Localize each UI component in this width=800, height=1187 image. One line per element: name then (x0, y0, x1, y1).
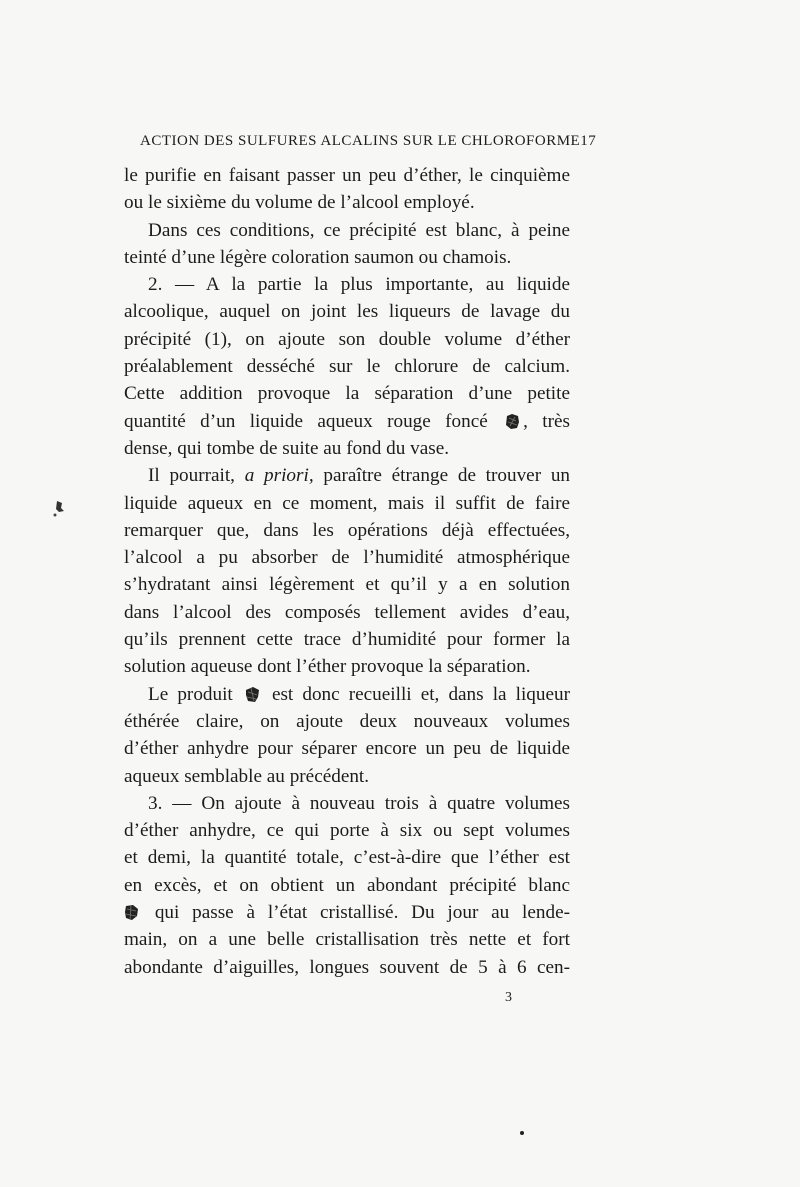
text-fragment: paraître étrange de trouver un (323, 465, 571, 487)
text-line: en excès, et on obtient un abondant précipité blanc (124, 874, 570, 896)
running-title: ACTION DES SULFURES ALCALINS SUR LE CHLOROFORME (140, 133, 581, 149)
text-line (124, 462, 570, 489)
running-header (140, 133, 597, 150)
text-line: alcoolique, auquel on joint les liqueurs de lavage du (124, 301, 570, 323)
text-fragment: , très (523, 410, 570, 432)
text-line: préalablement desséché sur le chlorure de calcium. (124, 356, 570, 378)
text-fragment: est donc recueilli et, dans la liqueur (271, 683, 570, 705)
text-line: remarquer que, dans les opérations déjà effectuées, (124, 519, 570, 541)
text-line: Dans ces conditions, ce précipité est blanc, à peine (148, 219, 570, 241)
text-line: d’éther anhydre, ce qui porte à six ou sept volumes (124, 820, 570, 842)
text-line: éthérée claire, on ajoute deux nouveaux volumes (124, 710, 570, 732)
text-line (124, 408, 570, 435)
page-number: 17 (580, 133, 597, 149)
text-line: main, on a une belle cristallisation très nette et fort (124, 929, 570, 951)
text-line: qu’ils prennent cette trace d’humidité pour former la (124, 629, 570, 651)
signature-mark: 3 (505, 990, 512, 1005)
ink-blot-icon (505, 411, 520, 428)
text-fragment: Il pourrait, (148, 465, 235, 487)
text-fragment: quantité d’un liquide aqueux rouge foncé (124, 410, 488, 432)
text-line: Cette addition provoque la séparation d’une petite (124, 383, 570, 405)
text-line: solution aqueuse dont l’éther provoque la séparation. (124, 656, 531, 678)
text-line: 2. — A la partie la plus importante, au liquide (148, 274, 570, 296)
text-fragment: qui passe à l’état cristallisé. Du jour au lende- (154, 902, 571, 924)
ink-blot-icon (124, 902, 139, 919)
text-line (124, 681, 570, 708)
text-line: s’hydratant ainsi légèrement et qu’il y a en solution (124, 574, 570, 596)
text-line: ou le sixième du volume de l’alcool employé. (124, 192, 475, 214)
italic-phrase: a priori, (244, 465, 314, 487)
body-text (124, 162, 570, 981)
text-fragment: Le produit (148, 683, 233, 705)
text-line: dans l’alcool des composés tellement avides d’eau, (124, 601, 570, 623)
text-line: aqueux semblable au précédent. (124, 765, 370, 787)
text-line: l’alcool a pu absorber de l’humidité atmosphérique (124, 547, 570, 569)
text-line: 3. — On ajoute à nouveau trois à quatre volumes (148, 792, 570, 814)
text-line: d’éther anhydre pour séparer encore un peu de liquide (124, 738, 570, 760)
text-line: teinté d’une légère coloration saumon ou chamois. (124, 246, 512, 268)
text-line: et demi, la quantité totale, c’est-à-dire que l’éther est (124, 847, 570, 869)
text-line: abondante d’aiguilles, longues souvent de 5 à 6 cen- (124, 956, 570, 978)
text-line: le purifie en faisant passer un peu d’éther, le cinquième (124, 165, 570, 186)
stray-dot (520, 1131, 524, 1135)
ink-blot-icon (245, 684, 260, 701)
margin-ink-mark-icon (52, 500, 66, 518)
text-line: dense, qui tombe de suite au fond du vase. (124, 437, 450, 459)
text-line (124, 899, 570, 926)
text-line: précipité (1), on ajoute son double volume d’éther (124, 328, 570, 350)
text-line: liquide aqueux en ce moment, mais il suffit de faire (124, 492, 570, 514)
